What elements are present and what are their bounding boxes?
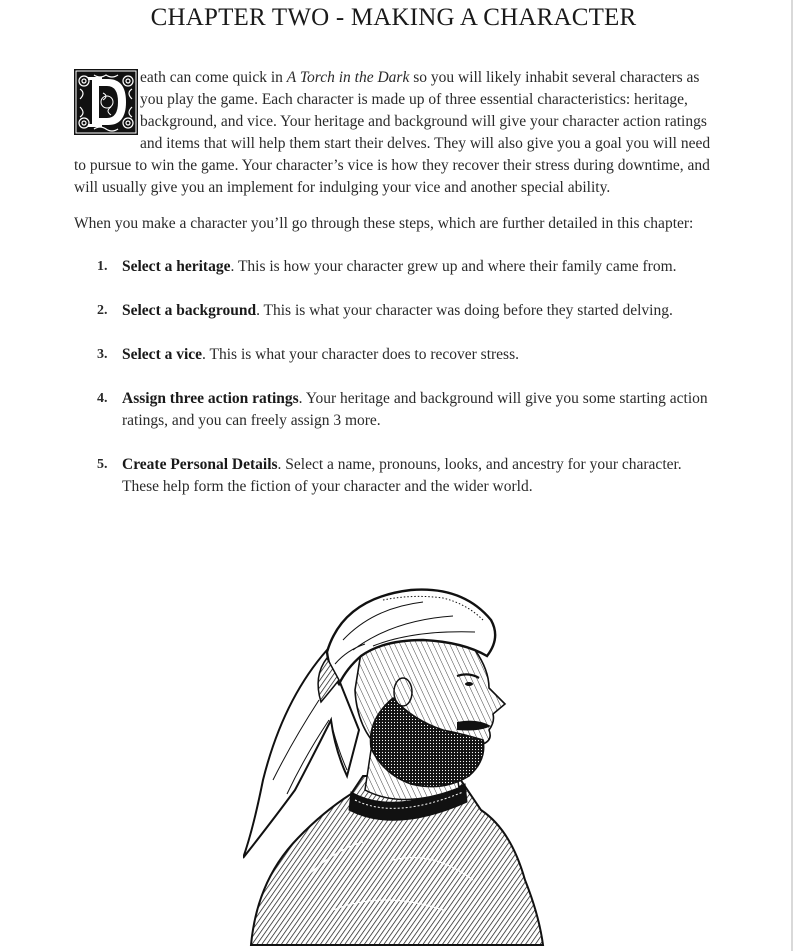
step-description: . This is what your character does to recover stress. <box>202 346 519 363</box>
step-number: 1. <box>97 259 108 274</box>
step-term: Create Personal Details <box>122 456 278 473</box>
step-number: 5. <box>97 457 108 472</box>
step-description: . This is what your character was doing before they started delving. <box>256 302 673 319</box>
ornate-drop-cap-icon <box>74 69 138 135</box>
step-term: Select a vice <box>122 346 203 363</box>
list-item <box>74 256 716 278</box>
step-term: Select a background <box>122 302 257 319</box>
intro-paragraph <box>74 67 716 199</box>
chapter-content <box>74 67 716 520</box>
character-portrait-illustration <box>243 580 563 948</box>
step-description: . Select a name, pronouns, looks, and ancestry for your character. These help form the fiction of your character and the wider world. <box>122 456 682 495</box>
book-title: A Torch in the Dark <box>286 69 410 86</box>
list-item <box>74 388 716 432</box>
step-number: 2. <box>97 303 108 318</box>
intro-text-end: so you will likely inhabit several characters as you play the game. Each character is made up of three essential characteristics: heritage, background, and vice. Your heritage and background will give your character action ratings and items that will help them start their delves. They will also give you a goal you will need to pursue to win the game. Your character’s vice is how they recover their stress during downtime, and will usually give you an implement for indulging your vice and another special ability. <box>74 69 711 196</box>
intro-text-start: eath can come quick in <box>140 69 287 86</box>
list-item <box>74 454 716 498</box>
chapter-title: CHAPTER TWO - MAKING A CHARACTER <box>150 4 637 31</box>
steps-list <box>74 256 716 498</box>
list-item <box>74 300 716 322</box>
step-description: . This is how your character grew up and where their family came from. <box>230 258 677 275</box>
list-item <box>74 344 716 366</box>
steps-intro: When you make a character you’ll go through these steps, which are further detailed in this chapter: <box>74 215 694 232</box>
step-term: Assign three action ratings <box>122 390 299 407</box>
step-term: Select a heritage <box>122 258 231 275</box>
step-description: . Your heritage and background will give you some starting action ratings, and you can freely assign 3 more. <box>122 390 708 429</box>
step-number: 3. <box>97 347 108 362</box>
step-number: 4. <box>97 391 108 406</box>
